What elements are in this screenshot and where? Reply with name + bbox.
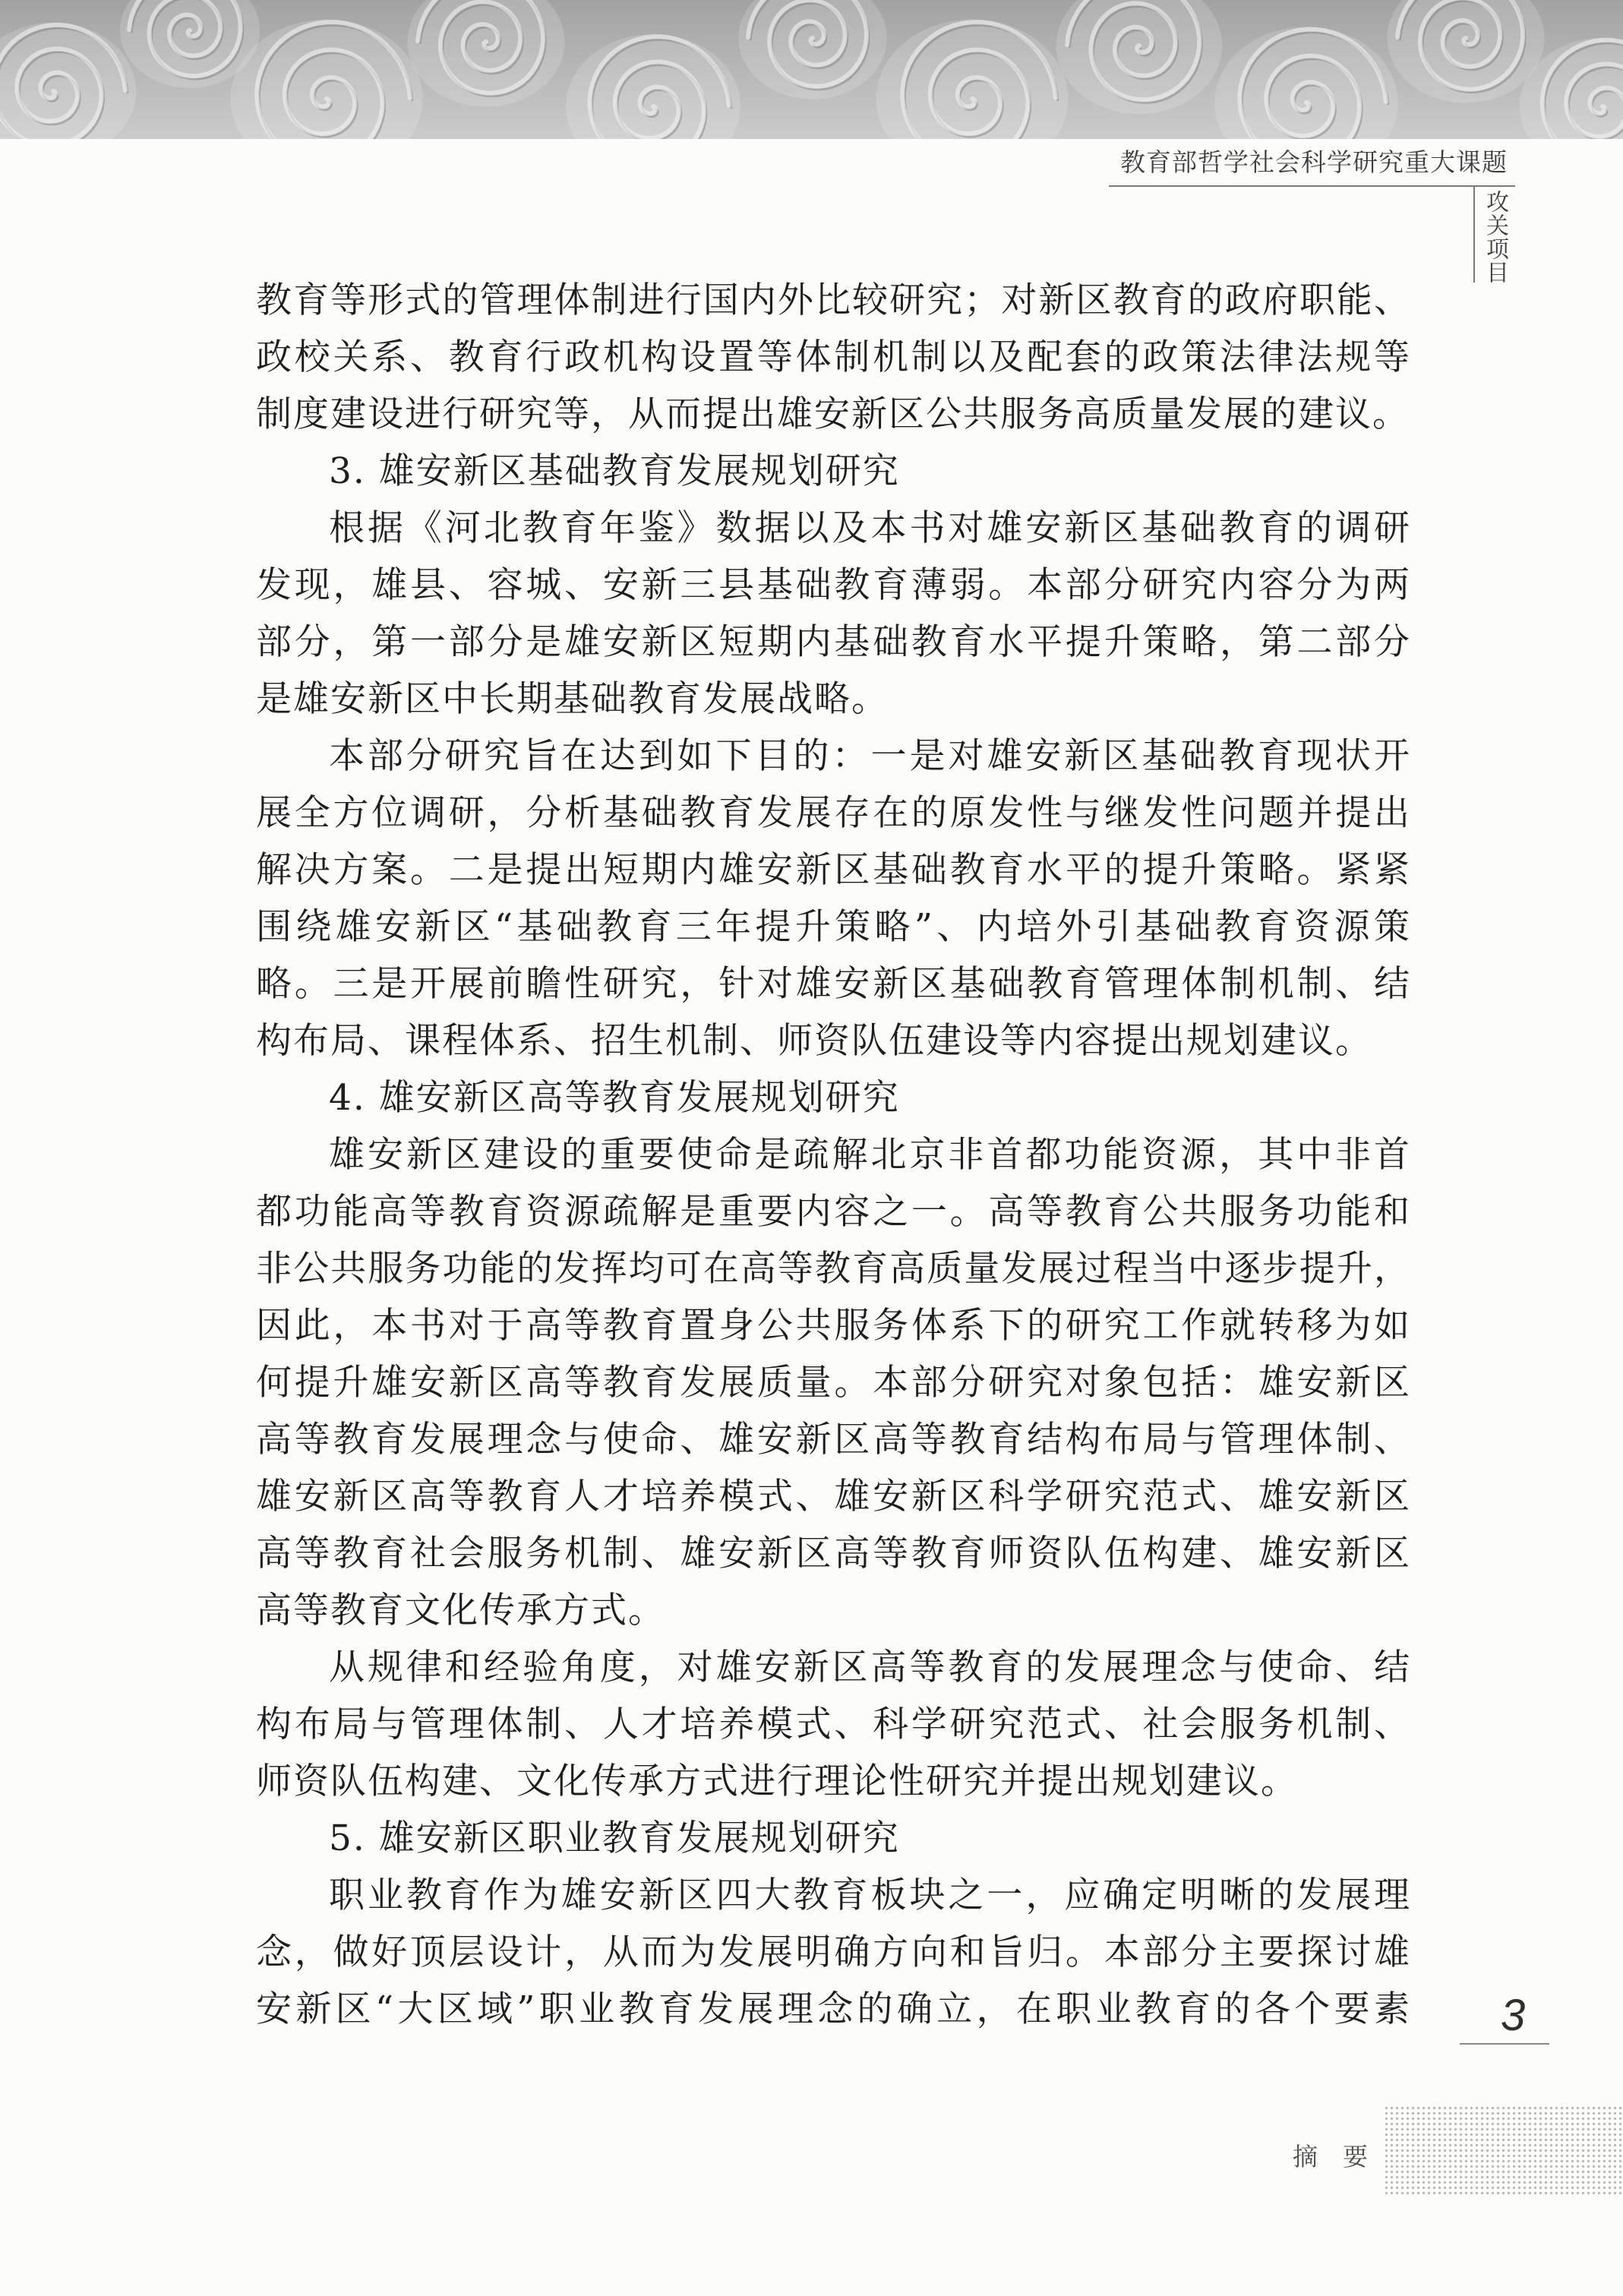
text-line: 本部分研究旨在达到如下目的：一是对雄安新区基础教育现状开 <box>329 735 1411 777</box>
footer-dot-pattern <box>1384 2105 1623 2195</box>
text-line: 构布局、课程体系、招生机制、师资队伍建设等内容提出规划建议。 <box>256 1020 1372 1062</box>
text-line: 是雄安新区中长期基础教育发展战略。 <box>256 678 889 720</box>
text-line: 高等教育社会服务机制、雄安新区高等教育师资队伍构建、雄安新区 <box>256 1533 1411 1574</box>
text-line: 发现，雄县、容城、安新三县基础教育薄弱。本部分研究内容分为两 <box>256 564 1411 606</box>
section <box>256 1810 1411 2038</box>
paragraph <box>256 500 1411 728</box>
text-line: 解决方案。二是提出短期内雄安新区基础教育水平的提升策略。紧紧 <box>256 849 1411 891</box>
section-heading: 5. 雄安新区职业教育发展规划研究 <box>329 1818 900 1859</box>
text-line: 高等教育发展理念与使命、雄安新区高等教育结构布局与管理体制、 <box>256 1419 1411 1461</box>
text-line: 何提升雄安新区高等教育发展质量。本部分研究对象包括：雄安新区 <box>256 1362 1411 1404</box>
section <box>256 1069 1411 1810</box>
text-line: 安新区“大区域”职业教育发展理念的确立，在职业教育的各个要素 <box>256 1988 1411 2030</box>
text-line: 略。三是开展前瞻性研究，针对雄安新区基础教育管理体制机制、结 <box>256 963 1411 1005</box>
header-banner <box>0 0 1623 139</box>
series-title: 教育部哲学社会科学研究重大课题 <box>1120 148 1508 176</box>
text-line: 职业教育作为雄安新区四大教育板块之一，应确定明晰的发展理 <box>329 1874 1411 1916</box>
paragraph <box>256 1126 1411 1639</box>
text-line: 教育等形式的管理体制进行国内外比较研究；对新区教育的政府职能、 <box>256 279 1411 321</box>
series-vertical-label: 攻关项目 <box>1482 190 1508 284</box>
paragraph <box>256 728 1411 1069</box>
text-line: 政校关系、教育行政机构设置等体制机制以及配套的政策法律法规等 <box>256 336 1411 378</box>
text-line: 雄安新区建设的重要使命是疏解北京非首都功能资源，其中非首 <box>329 1134 1411 1176</box>
text-line: 高等教育文化传承方式。 <box>256 1590 665 1631</box>
text-line: 念，做好顶层设计，从而为发展明确方向和旨归。本部分主要探讨雄 <box>256 1931 1411 1973</box>
header-rule <box>1109 185 1515 187</box>
paragraph <box>256 1639 1411 1810</box>
body-text <box>256 272 1411 2038</box>
cloud-pattern <box>0 0 1623 139</box>
text-line: 师资队伍构建、文化传承方式进行理论性研究并提出规划建议。 <box>256 1761 1298 1802</box>
text-line: 部分，第一部分是雄安新区短期内基础教育水平提升策略，第二部分 <box>256 621 1411 663</box>
text-line: 构布局与管理体制、人才培养模式、科学研究范式、社会服务机制、 <box>256 1704 1411 1745</box>
text-line: 都功能高等教育资源疏解是重要内容之一。高等教育公共服务功能和 <box>256 1191 1411 1233</box>
text-line: 制度建设进行研究等，从而提出雄安新区公共服务高质量发展的建议。 <box>256 393 1410 435</box>
paragraph <box>256 272 1411 443</box>
text-line: 非公共服务功能的发挥均可在高等教育高质量发展过程当中逐步提升， <box>256 1248 1411 1290</box>
section <box>256 443 1411 1069</box>
text-line: 因此，本书对于高等教育置身公共服务体系下的研究工作就转移为如 <box>256 1305 1411 1347</box>
paragraph <box>256 1867 1411 2038</box>
text-line: 根据《河北教育年鉴》数据以及本书对雄安新区基础教育的调研 <box>329 507 1411 549</box>
section-heading: 3. 雄安新区基础教育发展规划研究 <box>329 450 900 492</box>
section-heading: 4. 雄安新区高等教育发展规划研究 <box>329 1077 900 1119</box>
page-number: 3 <box>1501 1991 1526 2040</box>
page-number-rule <box>1460 2043 1549 2045</box>
text-line: 雄安新区高等教育人才培养模式、雄安新区科学研究范式、雄安新区 <box>256 1476 1411 1518</box>
text-line: 展全方位调研，分析基础教育发展存在的原发性与继发性问题并提出 <box>256 792 1411 834</box>
text-line: 围绕雄安新区“基础教育三年提升策略”、内培外引基础教育资源策 <box>256 906 1411 948</box>
text-line: 从规律和经验角度，对雄安新区高等教育的发展理念与使命、结 <box>329 1647 1411 1688</box>
footer-section-label: 摘 要 <box>1293 2143 1368 2171</box>
header-vertical-rule <box>1473 185 1475 283</box>
